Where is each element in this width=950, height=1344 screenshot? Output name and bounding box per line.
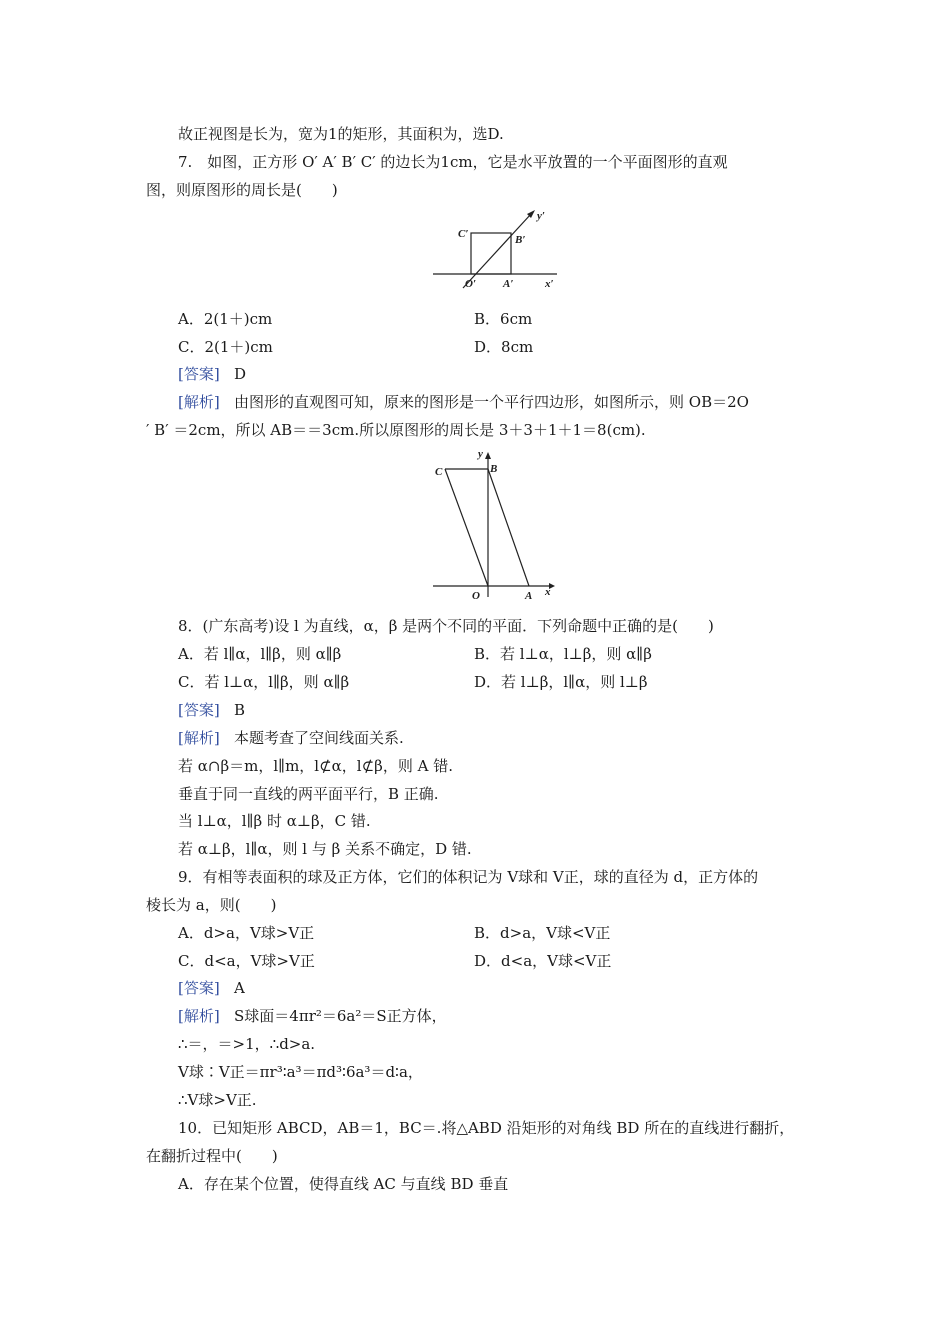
answer-tag: [答案] xyxy=(178,979,220,997)
q9-answer-line xyxy=(178,978,245,998)
q8-analysis-line1: [解析] 本题考查了空间线面关系. xyxy=(178,729,404,747)
q7-stem-line1: 7. 如图，正方形 O′ A′ B′ C′ 的边长为1cm，它是水平放置的一个平面图形的直观 xyxy=(178,153,728,171)
q7-option-a: A．2(1＋)cm xyxy=(178,310,273,328)
q7-fig2-label-b: B xyxy=(490,463,498,475)
q10-stem-line2: 在翻折过程中( ) xyxy=(146,1147,278,1165)
q9-stem-line1: 9．有相等表面积的球及正方体，它们的体积记为 V球和 V正，球的直径为 d，正方体的 xyxy=(178,868,759,886)
q9-option-b: B．d>a，V球<V正 xyxy=(474,924,611,942)
q7-label-y: y′ xyxy=(537,210,545,222)
analysis-tag: [解析] xyxy=(178,1007,220,1025)
q10-stem-line1: 10．已知矩形 ABCD，AB＝1，BC＝.将△ABD 沿矩形的对角线 BD 所在的直线进行翻折， xyxy=(178,1119,795,1137)
q7-figure-parallelogram xyxy=(425,447,565,602)
q8-answer: B xyxy=(234,701,246,719)
q7-option-c: C．2(1＋)cm xyxy=(178,338,273,356)
q7-analysis-line1: [解析] 由图形的直观图可知，原来的图形是一个平行四边形，如图所示，则 OB＝2O xyxy=(178,393,749,411)
q9-analysis-line2: ∴＝，＝>1，∴d>a. xyxy=(178,1035,316,1053)
q8-analysis-line3: 垂直于同一直线的两平面平行，B 正确. xyxy=(178,785,439,803)
answer-tag: [答案] xyxy=(178,701,220,719)
q10-option-a: A．存在某个位置，使得直线 AC 与直线 BD 垂直 xyxy=(178,1175,509,1193)
q7-answer-line xyxy=(178,364,246,384)
q7-fig2-label-o: O xyxy=(472,590,480,602)
q9-option-a: A．d>a，V球>V正 xyxy=(178,924,315,942)
q9-analysis-line3: V球∶V正＝πr³∶a³＝πd³∶6a³＝d∶a， xyxy=(178,1063,423,1081)
q9-option-d: D．d<a，V球<V正 xyxy=(474,952,612,970)
q7-analysis-line2: ′ B′ ＝2cm，所以 AB＝＝3cm.所以原图形的周长是 3＋3＋1＋1＝8(cm). xyxy=(146,421,646,439)
q7-label-b: B′ xyxy=(515,234,526,246)
q8-answer-line xyxy=(178,700,245,720)
q8-stem: 8．(广东高考)设 l 为直线，α，β 是两个不同的平面．下列命题中正确的是( ) xyxy=(178,617,714,635)
q9-answer: A xyxy=(234,979,245,997)
q7-fig2-label-a: A xyxy=(525,590,533,602)
answer-tag: [答案] xyxy=(178,365,220,383)
q9-stem-line2: 棱长为 a，则( ) xyxy=(146,896,277,914)
q8-option-b: B．若 l⊥α，l⊥β，则 α∥β xyxy=(474,645,652,663)
intro-line: 故正视图是长为，宽为1的矩形，其面积为，选D. xyxy=(178,125,504,143)
q7-label-x: x′ xyxy=(545,278,554,290)
q9-analysis-line4: ∴V球>V正. xyxy=(178,1091,257,1109)
q7-fig2-label-x: x xyxy=(545,586,551,598)
q7-label-c: C′ xyxy=(458,228,469,240)
analysis-tag: [解析] xyxy=(178,729,220,747)
analysis-tag: [解析] xyxy=(178,393,220,411)
q7-answer: D xyxy=(234,365,247,383)
q7-label-a: A′ xyxy=(503,278,514,290)
q8-option-d: D．若 l⊥β，l∥α，则 l⊥β xyxy=(474,673,648,691)
q9-option-c: C．d<a，V球>V正 xyxy=(178,952,315,970)
q7-figure-oblique-square xyxy=(425,205,565,297)
q7-option-b: B．6cm xyxy=(474,310,533,328)
q8-analysis-line5: 若 α⊥β，l∥α，则 l 与 β 关系不确定，D 错. xyxy=(178,840,472,858)
q7-fig2-label-y: y xyxy=(478,448,483,460)
q7-option-d: D．8cm xyxy=(474,338,534,356)
q7-fig2-label-c: C xyxy=(435,466,443,478)
q8-option-c: C．若 l⊥α，l∥β，则 α∥β xyxy=(178,673,350,691)
q8-option-a: A．若 l∥α，l∥β，则 α∥β xyxy=(178,645,342,663)
q9-analysis-line1: [解析] S球面＝4πr²＝6a²＝S正方体， xyxy=(178,1007,447,1025)
q8-analysis-line2: 若 α∩β＝m，l∥m，l⊄α，l⊄β，则 A 错. xyxy=(178,757,453,775)
q7-label-o: O′ xyxy=(465,278,477,290)
q8-analysis-line4: 当 l⊥α，l∥β 时 α⊥β，C 错. xyxy=(178,812,371,830)
q7-stem-line2: 图，则原图形的周长是( ) xyxy=(146,181,338,199)
